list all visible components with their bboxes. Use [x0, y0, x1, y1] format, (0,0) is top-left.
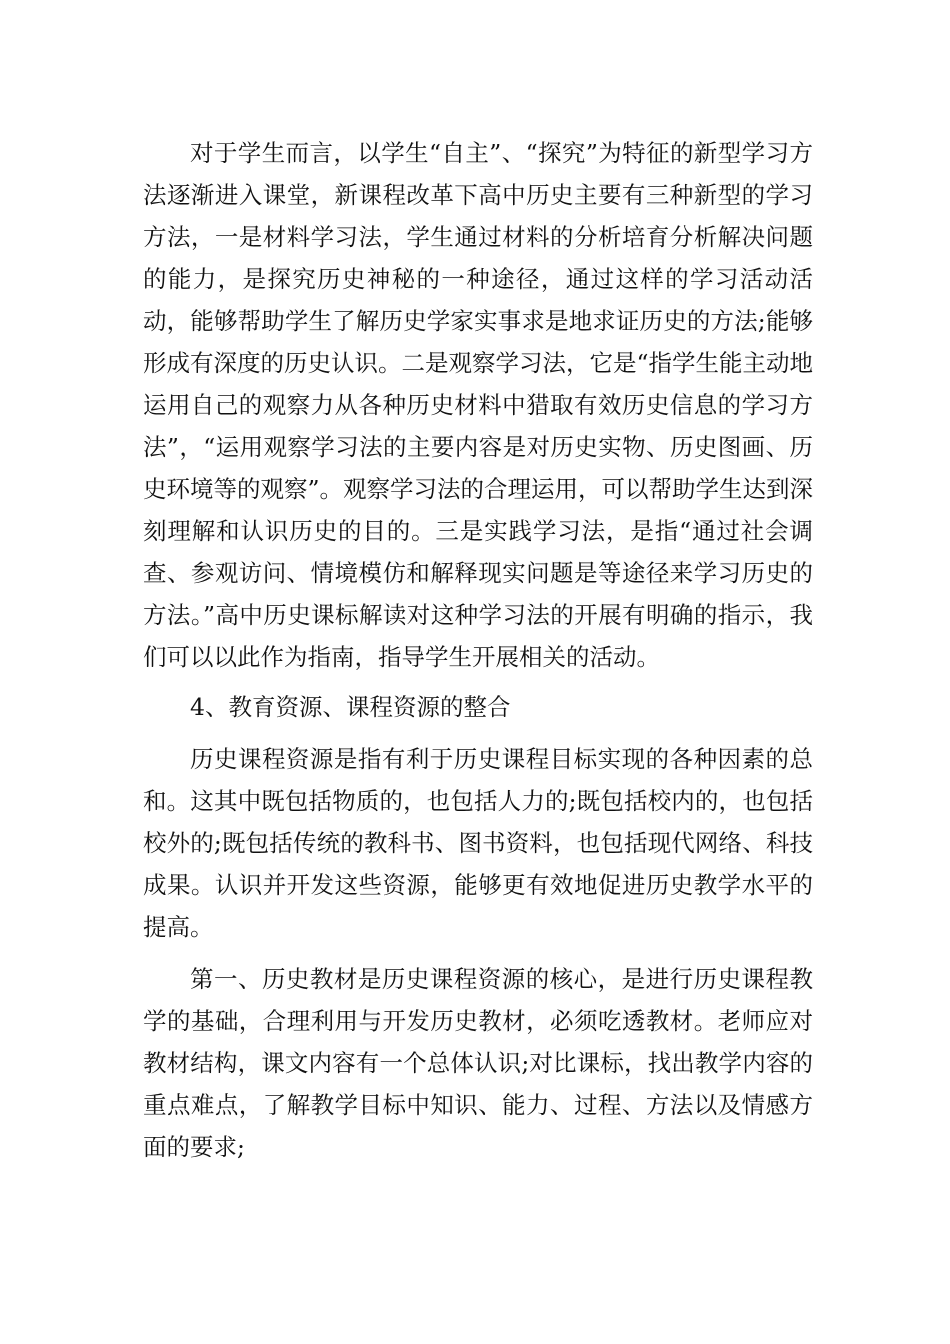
paragraph-textbook-core: 第一、历史教材是历史课程资源的核心，是进行历史课程教学的基础，合理利用与开发历史教材，必须吃透教材。老师应对教材结构，课文内容有一个总体认识;对比课标，找出教学内容的重点难点，了解教学目标中知识、能力、过程、方法以及情感方面的要求;	[143, 965, 813, 1161]
paragraph-course-resources: 历史课程资源是指有利于历史课程目标实现的各种因素的总和。这其中既包括物质的，也包括人力的;既包括校内的，也包括校外的;既包括传统的教科书、图书资料，也包括现代网络、科技成果。认识并开发这些资源，能够更有效地促进历史教学水平的提高。	[143, 745, 813, 941]
paragraph-learning-methods: 对于学生而言，以学生“自主”、“探究”为特征的新型学习方法逐渐进入课堂，新课程改革下高中历史主要有三种新型的学习方法，一是材料学习法，学生通过材料的分析培育分析解决问题的能力，是探究历史神秘的一种途径，通过这样的学习活动活动，能够帮助学生了解历史学家实事求是地求证历史的方法;能够形成有深度的历史认识。二是观察学习法，它是“指学生能主动地运用自己的观察力从各种历史材料中猎取有效历史信息的学习方法”，“运用观察学习法的主要内容是对历史实物、历史图画、历史环境等的观察”。观察学习法的合理运用，可以帮助学生达到深刻理解和认识历史的目的。三是实践学习法，是指“通过社会调查、参观访问、情境模仿和解释现实问题是等途径来学习历史的方法。”高中历史课标解读对这种学习法的开展有明确的指示，我们可以以此作为指南，指导学生开展相关的活动。	[143, 139, 814, 671]
section-heading-resources: 4、教育资源、课程资源的整合	[190, 693, 511, 721]
document-page	[143, 132, 813, 1168]
